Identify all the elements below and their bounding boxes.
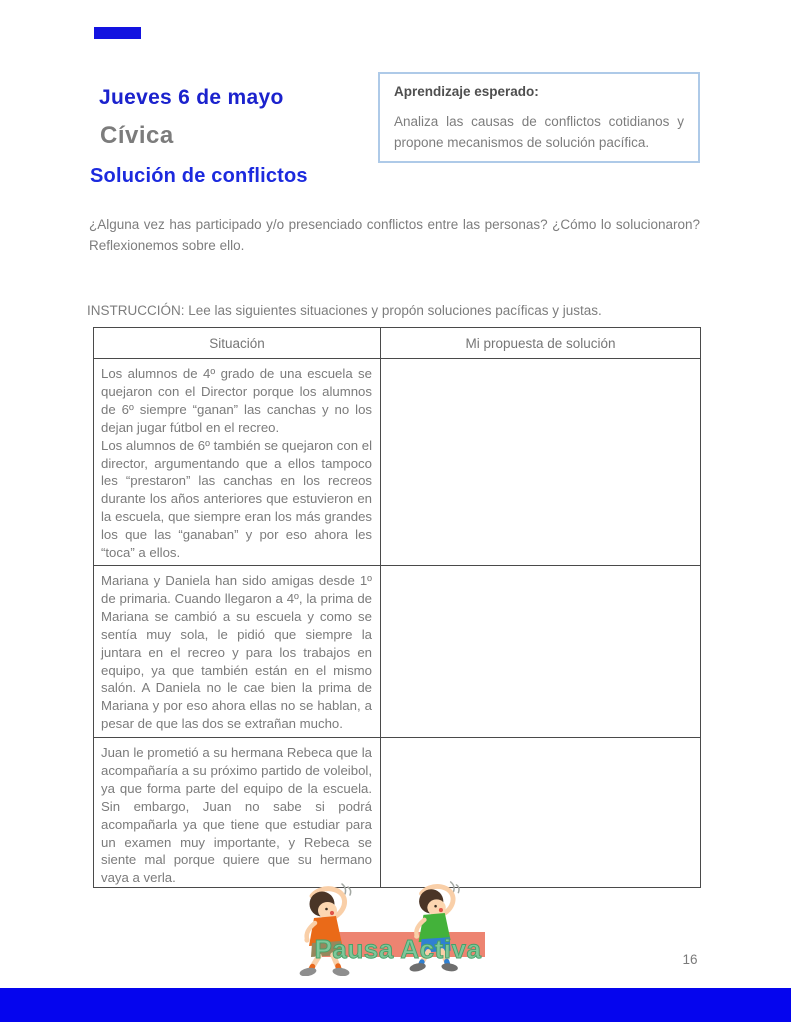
- table-row: [94, 738, 701, 888]
- column-header-propuesta: Mi propuesta de solución: [381, 328, 701, 359]
- situation-paragraph: Los alumnos de 6º también se quejaron con el director, argumentando que a ellos tampoco les “prestaron” las canchas en los recreos durante los años anteriores que estuvieron en la escuela, que siempre eran los más grandes los que las “ganaban” y por eso ahora les “toca” a ellos.: [101, 437, 372, 561]
- situation-paragraph: Los alumnos de 4º grado de una escuela se quejaron con el Director porque los alumnos de 6º siempre “ganan” las canchas y no los dejan jugar fútbol en el recreo.: [101, 366, 372, 435]
- situation-paragraph: Mariana y Daniela han sido amigas desde 1º de primaria. Cuando llegaron a 4º, la prima de Mariana se cambió a su escuela y como se sentía muy sola, le pidió que siempre la juntara en el recreo y para los trabajos en equipo, ya que también están en el mismo salón. A Daniela no le cae bien la prima de Mariana y por eso ahora ellas no se hablan, a pesar de que las dos se extrañan mucho.: [101, 573, 372, 732]
- solution-cell-empty: [381, 566, 701, 738]
- learning-objective-box: [378, 72, 700, 163]
- date-title: Jueves 6 de mayo: [99, 86, 284, 109]
- situation-cell: [94, 566, 381, 738]
- bottom-accent-bar: [0, 988, 791, 1022]
- subject-title: Cívica: [100, 122, 174, 149]
- situations-table: [93, 327, 701, 888]
- solution-cell-empty: [381, 359, 701, 566]
- instruction-line: INSTRUCCIÓN: Lee las siguientes situaciones y propón soluciones pacíficas y justas.: [87, 303, 602, 318]
- lesson-title: Solución de conflictos: [90, 165, 308, 187]
- table-header-row: [94, 328, 701, 359]
- table-row: [94, 359, 701, 566]
- pausa-activa-label: Pausa Activa: [314, 934, 482, 964]
- solution-cell-empty: [381, 738, 701, 888]
- learning-objective-heading: Aprendizaje esperado:: [394, 84, 539, 99]
- table-row: [94, 566, 701, 738]
- situation-cell: [94, 738, 381, 888]
- top-accent-bar: [94, 27, 141, 39]
- situation-paragraph: Juan le prometió a su hermana Rebeca que la acompañaría a su próximo partido de voleibol, ya que forma parte del equipo de la escuela. Sin embargo, Juan no sabe si podrá acompañarla ya que tiene que estudiar para un examen muy importante, y Rebeca se siente mal porque quiere que su hermano vaya a verla.: [101, 745, 372, 886]
- pausa-activa-graphic: [292, 876, 492, 976]
- intro-paragraph: ¿Alguna vez has participado y/o presenciado conflictos entre las personas? ¿Cómo lo solucionaron? Reflexionemos sobre ello.: [89, 217, 700, 253]
- page-number: 16: [682, 952, 698, 967]
- learning-objective-body: Analiza las causas de conflictos cotidianos y propone mecanismos de solución pacífica.: [394, 114, 684, 150]
- situation-cell: [94, 359, 381, 566]
- column-header-situacion: Situación: [94, 328, 381, 359]
